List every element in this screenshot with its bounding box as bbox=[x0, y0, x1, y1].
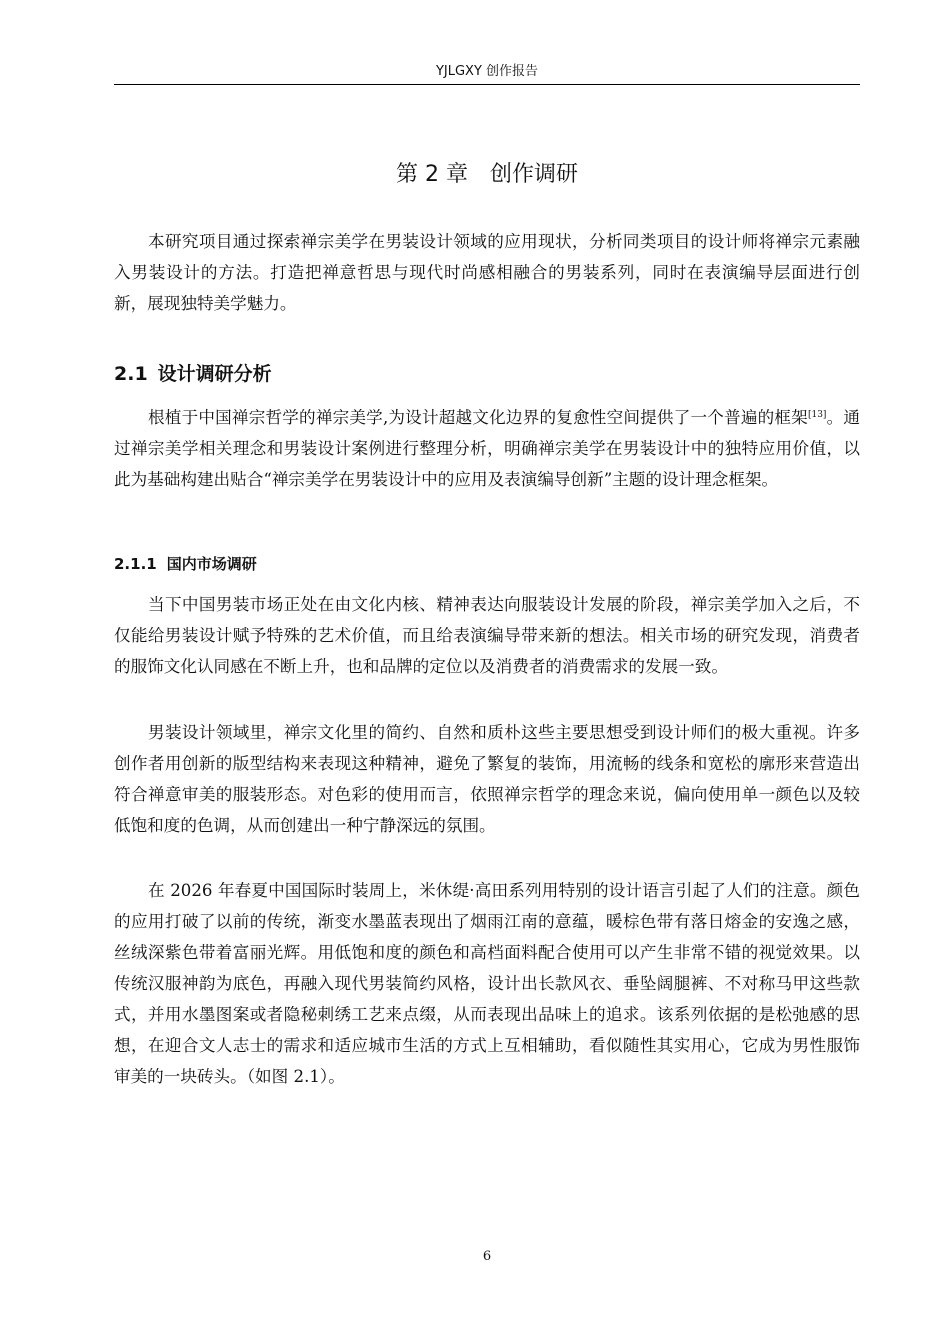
section-2-1-paragraph bbox=[114, 402, 860, 495]
market-paragraph-1: 当下中国男装市场正处在由文化内核、精神表达向服装设计发展的阶段，禅宗美学加入之后，不仅能给男装设计赋予特殊的艺术价值，而且给表演编导带来新的想法。相关市场的研究发现，消费者的服饰文化认同感在不断上升，也和品牌的定位以及消费者的消费需求的发展一致。 bbox=[114, 595, 860, 676]
citation-ref: [13] bbox=[807, 410, 827, 420]
chapter-title: 创作调研 bbox=[489, 162, 578, 187]
chapter-number: 第 2 章 bbox=[396, 162, 468, 187]
section-number: 2.1 bbox=[114, 363, 148, 385]
section-heading-2-1 bbox=[114, 360, 860, 388]
page-number: 6 bbox=[482, 1249, 492, 1264]
paragraph-text: 根植于中国禅宗哲学的禅宗美学,为设计超越文化边界的复愈性空间提供了一个普遍的框架 bbox=[148, 408, 808, 427]
market-paragraph-2: 男装设计领域里，禅宗文化里的简约、自然和质朴这些主要思想受到设计师们的极大重视。许多创作者用创新的版型结构来表现这种精神，避免了繁复的装饰，用流畅的线条和宽松的廓形来营造出符合禅意审美的服装形态。对色彩的使用而言，依照禅宗哲学的理念来说，偏向使用单一颜色以及较低饱和度的色调，从而创建出一种宁静深远的氛围。 bbox=[114, 723, 860, 835]
subsection-title: 国内市场调研 bbox=[166, 555, 257, 573]
intro-paragraph: 本研究项目通过探索禅宗美学在男装设计领域的应用现状，分析同类项目的设计师将禅宗元素融入男装设计的方法。打造把禅意哲思与现代时尚感相融合的男装系列，同时在表演编导层面进行创新，展现独特美学魅力。 bbox=[114, 232, 860, 313]
paragraph-text: 。通过禅宗美学相关理念和男装设计案例进行整理分析，明确禅宗美学在男装设计中的独特应用价值，以此为基础构建出贴合“禅宗美学在男装设计中的应用及表演编导创新”主题的设计理念框架。 bbox=[114, 408, 861, 489]
header-title: YJLGXY 创作报告 bbox=[435, 64, 539, 79]
running-header bbox=[114, 62, 860, 85]
subsection-number: 2.1.1 bbox=[114, 555, 157, 573]
chapter-heading bbox=[114, 158, 860, 192]
section-title: 设计调研分析 bbox=[157, 363, 272, 385]
market-paragraph-3: 在 2026 年春夏中国国际时装周上，米休缇·高田系列用特别的设计语言引起了人们的注意。颜色的应用打破了以前的传统，渐变水墨蓝表现出了烟雨江南的意蕴，暖棕色带有落日熔金的安逸之感，丝绒深紫色带着富丽光辉。用低饱和度的颜色和高档面料配合使用可以产生非常不错的视觉效果。以传统汉服神韵为底色，再融入现代男装简约风格，设计出长款风衣、垂坠阔腿裤、不对称马甲这些款式，并用水墨图案或者隐秘刺绣工艺来点缀，从而表现出品味上的追求。该系列依据的是松弛感的思想，在迎合文人志士的需求和适应城市生活的方式上互相辅助，看似随性其实用心，它成为男性服饰审美的一块砖头。（如图 2.1）。 bbox=[114, 881, 860, 1086]
section-heading-2-1-1 bbox=[114, 552, 860, 576]
